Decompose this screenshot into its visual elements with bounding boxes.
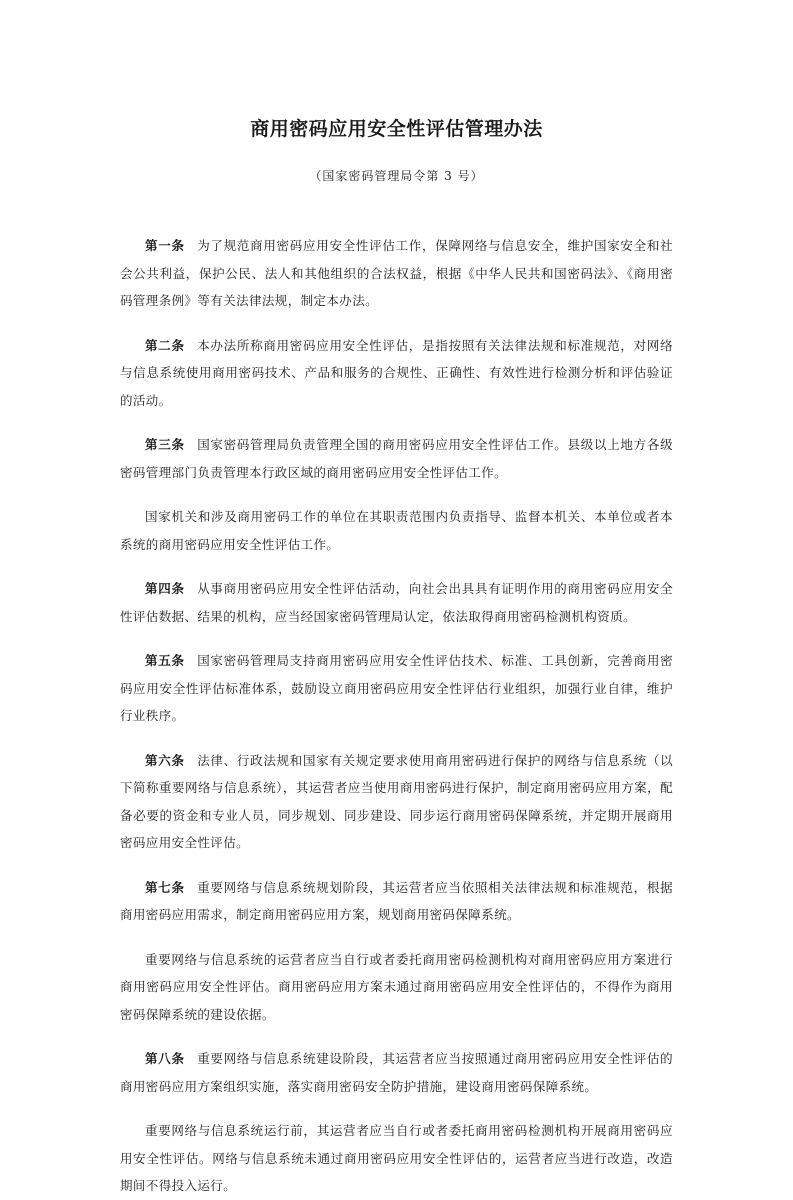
article-number: 第四条 xyxy=(145,581,185,596)
document-title: 商用密码应用安全性评估管理办法 xyxy=(250,118,543,140)
article-number: 第八条 xyxy=(145,1051,185,1066)
paragraph-article-8-cont xyxy=(120,1117,673,1200)
article-number: 第六条 xyxy=(145,752,185,768)
article-text: 本办法所称商用密码应用安全性评估，是指按照有关法律法规和标准规范，对网络与信息系统使用商用密码技术、产品和服务的合规性、正确性、有效性进行检测分析和评估验证的活动。 xyxy=(120,337,674,408)
article-number: 第七条 xyxy=(145,879,185,895)
article-text: 国家机关和涉及商用密码工作的单位在其职责范围内负责指导、监督本机关、本单位或者本系统的商用密码应用安全性评估工作。 xyxy=(120,509,673,552)
article-number: 第五条 xyxy=(145,653,185,668)
paragraph-article-1 xyxy=(120,232,673,315)
paragraph-article-3 xyxy=(120,431,673,486)
article-number: 第一条 xyxy=(145,238,185,253)
article-text: 重要网络与信息系统建设阶段，其运营者应当按照通过商用密码应用安全性评估的商用密码应用方案组织实施，落实商用密码安全防护措施，建设商用密码保障系统。 xyxy=(120,1051,674,1094)
paragraph-article-5 xyxy=(120,647,673,730)
paragraph-article-4 xyxy=(120,575,673,630)
article-text: 法律、行政法规和国家有关规定要求使用商用密码进行保护的网络与信息系统（以下简称重要网络与信息系统），其运营者应当使用商用密码进行保护，制定商用密码应用方案，配备必要的资金和专业人员，同步规划、同步建设、同步运行商用密码保障系统，并定期开展商用密码应用安全性评估。 xyxy=(120,752,674,850)
article-text: 国家密码管理局负责管理全国的商用密码应用安全性评估工作。县级以上地方各级密码管理部门负责管理本行政区域的商用密码应用安全性评估工作。 xyxy=(120,437,674,480)
paragraph-article-8 xyxy=(120,1045,673,1100)
article-text: 重要网络与信息系统的运营者应当自行或者委托商用密码检测机构对商用密码应用方案进行商用密码应用安全性评估。商用密码应用方案未通过商用密码应用安全性评估的，不得作为商用密码保障系统的建设依据。 xyxy=(120,951,673,1022)
article-number: 第二条 xyxy=(145,337,185,353)
article-number: 第三条 xyxy=(145,437,185,452)
article-text: 重要网络与信息系统规划阶段，其运营者应当依照相关法律法规和标准规范，根据商用密码应用需求，制定商用密码应用方案，规划商用密码保障系统。 xyxy=(120,879,674,922)
paragraph-article-7 xyxy=(120,874,673,929)
article-list xyxy=(120,232,673,1200)
paragraph-article-7-cont xyxy=(120,946,673,1029)
article-text: 重要网络与信息系统运行前，其运营者应当自行或者委托商用密码检测机构开展商用密码应用安全性评估。网络与信息系统未通过商用密码应用安全性评估的，运营者应当进行改造，改造期间不得投入运行。 xyxy=(120,1123,673,1193)
document-subtitle: （国家密码管理局令第 3 号） xyxy=(309,169,484,183)
article-text: 国家密码管理局支持商用密码应用安全性评估技术、标准、工具创新，完善商用密码应用安全性评估标准体系，鼓励设立商用密码应用安全性评估行业组织，加强行业自律，维护行业秩序。 xyxy=(120,653,674,723)
paragraph-article-6 xyxy=(120,747,673,857)
article-text: 为了规范商用密码应用安全性评估工作，保障网络与信息安全，维护国家安全和社会公共利益，保护公民、法人和其他组织的合法权益，根据《中华人民共和国密码法》、《商用密码管理条例》等有关法律法规，制定本办法。 xyxy=(120,238,674,308)
paragraph-article-3-cont xyxy=(120,503,673,558)
paragraph-article-2 xyxy=(120,332,673,415)
article-text: 从事商用密码应用安全性评估活动，向社会出具具有证明作用的商用密码应用安全性评估数据、结果的机构，应当经国家密码管理局认定，依法取得商用密码检测机构资质。 xyxy=(120,581,674,624)
